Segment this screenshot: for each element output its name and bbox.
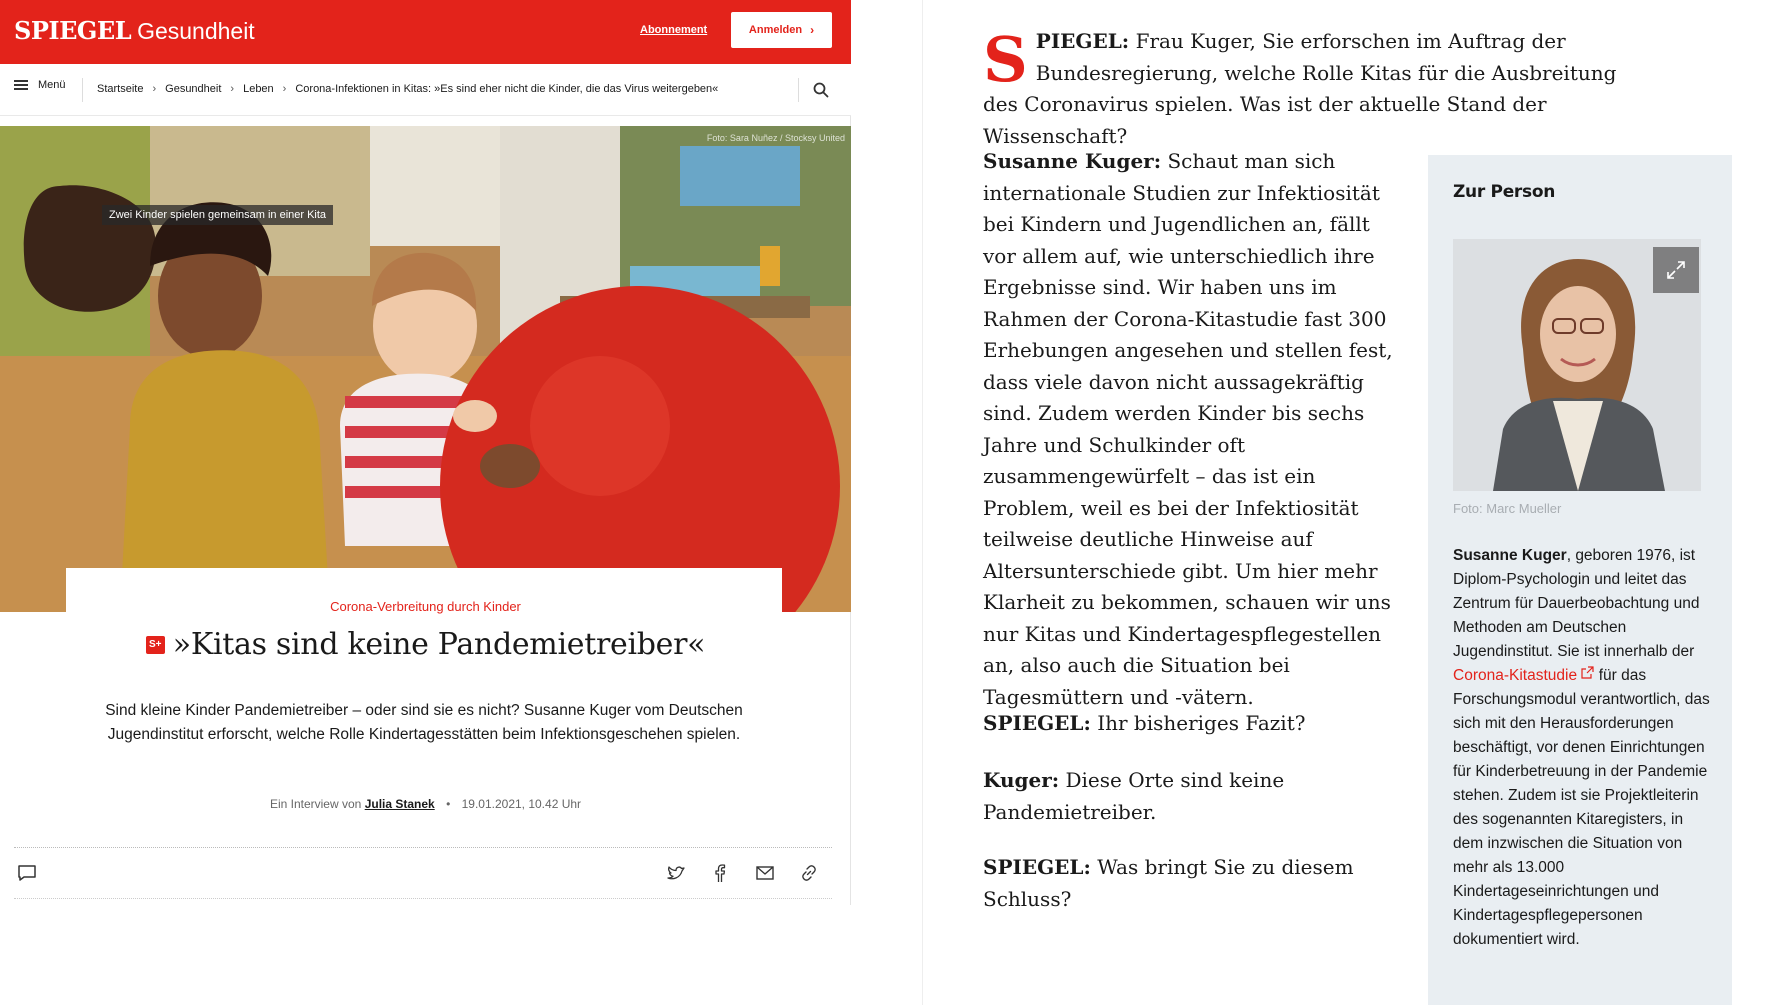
brand-name: SPIEGEL xyxy=(14,16,132,45)
interview-answer-1 xyxy=(983,146,1403,713)
bio-text: für das Forschungsmodul verantwortlich, das sich mit den Herausforderungen beschäftigt, vor denen Einrichtungen für Kinderbetreuung in der Pandemie stehen. Zudem ist sie Projektleiterin des sogenannten Kitaregisters, in dem inzwischen die Situation von mehr als 13.000 Kindertageseinrichtungen und Kindertagespflegepersonen dokumentiert wird. xyxy=(1453,667,1710,948)
site-header xyxy=(0,0,851,64)
image-caption: Zwei Kinder spielen gemeinsam in einer Kita xyxy=(102,205,333,225)
divider xyxy=(14,898,832,899)
breadcrumb-item-gesundheit[interactable]: Gesundheit xyxy=(165,83,222,95)
twitter-icon[interactable] xyxy=(665,862,687,884)
login-label: Anmelden xyxy=(748,24,803,36)
interview-answer-2 xyxy=(983,765,1403,828)
expand-icon[interactable] xyxy=(1653,247,1699,293)
chevron-right-icon: › xyxy=(810,23,815,37)
children-playing-illustration xyxy=(0,126,851,612)
study-link-label: Corona-Kitastudie xyxy=(1453,667,1578,684)
author-link[interactable]: Julia Stanek xyxy=(364,797,435,811)
speaker-label: Susanne Kuger: xyxy=(983,149,1162,173)
navigation-bar xyxy=(0,64,851,116)
breadcrumb-item-leben[interactable]: Leben xyxy=(243,83,274,95)
external-link-icon xyxy=(1581,666,1594,679)
spiegel-logo[interactable] xyxy=(14,16,255,46)
subscription-link[interactable]: Abonnement xyxy=(640,24,708,36)
question-text: Frau Kuger, Sie erforschen im Auftrag der Bundesregierung, welche Rolle Kitas für die Ausbreitung des Coronavirus spielen. Was ist der aktuelle Stand der Wissenschaft? xyxy=(983,29,1617,148)
question-text: Was bringt Sie zu diesem Schluss? xyxy=(983,855,1354,911)
breadcrumb-item-current: Corona-Infektionen in Kitas: »Es sind eher nicht die Kinder, die das Virus weitergeben« xyxy=(295,83,719,95)
interview-question-2 xyxy=(983,708,1403,740)
speaker-label: SPIEGEL: xyxy=(983,711,1091,735)
byline-separator: • xyxy=(446,797,451,811)
info-box-title: Zur Person xyxy=(1453,182,1556,202)
speaker-label: Kuger: xyxy=(983,768,1060,792)
chevron-right-icon: › xyxy=(152,83,157,95)
hamburger-icon xyxy=(14,80,28,90)
article-kicker: Corona-Verbreitung durch Kinder xyxy=(330,599,521,614)
photo-credit: Foto: Marc Mueller xyxy=(1453,501,1562,516)
interview-question-3 xyxy=(983,852,1403,915)
chevron-right-icon: › xyxy=(282,83,287,95)
search-icon[interactable] xyxy=(812,81,830,99)
link-icon[interactable] xyxy=(798,862,820,884)
headline-row xyxy=(0,627,851,662)
menu-button[interactable] xyxy=(14,79,66,91)
person-info-box xyxy=(1428,155,1732,1005)
interview-question-1 xyxy=(983,23,1623,152)
byline xyxy=(0,797,851,811)
byline-prefix: Ein Interview von xyxy=(269,797,362,811)
article-headline: »Kitas sind keine Pandemietreiber« xyxy=(172,627,706,662)
comment-icon[interactable] xyxy=(16,862,38,884)
question-text: Ihr bisheriges Fazit? xyxy=(1097,711,1306,735)
speaker-label: PIEGEL: xyxy=(1035,29,1130,53)
bio-name: Susanne Kuger xyxy=(1453,547,1567,564)
nav-divider xyxy=(82,78,83,102)
person-bio xyxy=(1453,544,1715,952)
expand-arrows-icon xyxy=(1665,259,1687,281)
mail-icon[interactable] xyxy=(754,862,776,884)
breadcrumb xyxy=(97,83,718,95)
interview-panel xyxy=(922,0,1774,1005)
portrait-photo[interactable] xyxy=(1453,239,1701,491)
chevron-right-icon: › xyxy=(230,83,235,95)
breadcrumb-item-startseite[interactable]: Startseite xyxy=(97,83,144,95)
facebook-icon[interactable] xyxy=(709,862,731,884)
spiegel-plus-badge: S+ xyxy=(146,636,165,654)
bio-text: , geboren 1976, ist Diplom-Psychologin und leitet das Zentrum für Dauerbeobachtung und Methoden am Deutschen Jugendinstitut. Sie ist innerhalb der xyxy=(1453,547,1700,660)
hero-image[interactable] xyxy=(0,126,851,612)
drop-cap: S xyxy=(983,23,1028,96)
section-name: Gesundheit xyxy=(137,18,255,44)
publish-date: 19.01.2021, 10.42 Uhr xyxy=(461,797,582,811)
study-link[interactable] xyxy=(1453,667,1594,684)
speaker-label: SPIEGEL: xyxy=(983,855,1091,879)
divider xyxy=(14,847,832,848)
login-button[interactable] xyxy=(731,12,832,48)
article-panel xyxy=(0,0,851,905)
answer-text: Diese Orte sind keine Pandemietreiber. xyxy=(983,768,1285,824)
menu-label: Menü xyxy=(38,79,66,91)
nav-divider xyxy=(798,78,799,102)
image-credit: Foto: Sara Nuñez / Stocksy United xyxy=(706,133,845,143)
article-teaser: Sind kleine Kinder Pandemietreiber – oder sind sie es nicht? Susanne Kuger vom Deutschen Jugendinstitut erforscht, welche Rolle Kindertagesstätten beim Infektionsgeschehen spielen. xyxy=(105,702,743,743)
answer-text: Schaut man sich internationale Studien zur Infektiosität bei Kindern und Jugendlichen an, fällt vor allem auf, wie unterschiedlich ihre Ergebnisse sind. Wir haben uns im Rahmen der Corona-Kitastudie fast 300 Erhebungen angesehen und stellen fest, dass viele davon nicht aussagekräftig sind. Zudem werden Kinder bis sechs Jahre und Schulkinder oft zusammengewürfelt – das ist ein Problem, weil es bei der Infektiosität teilweise deutliche Hinweise auf Altersunterschiede gibt. Um hier mehr Klarheit zu bekommen, schauen wir uns nur Kitas und Kindertagespflegestellen an, also auch die Situation bei Tagesmüttern und -vätern. xyxy=(983,149,1393,709)
